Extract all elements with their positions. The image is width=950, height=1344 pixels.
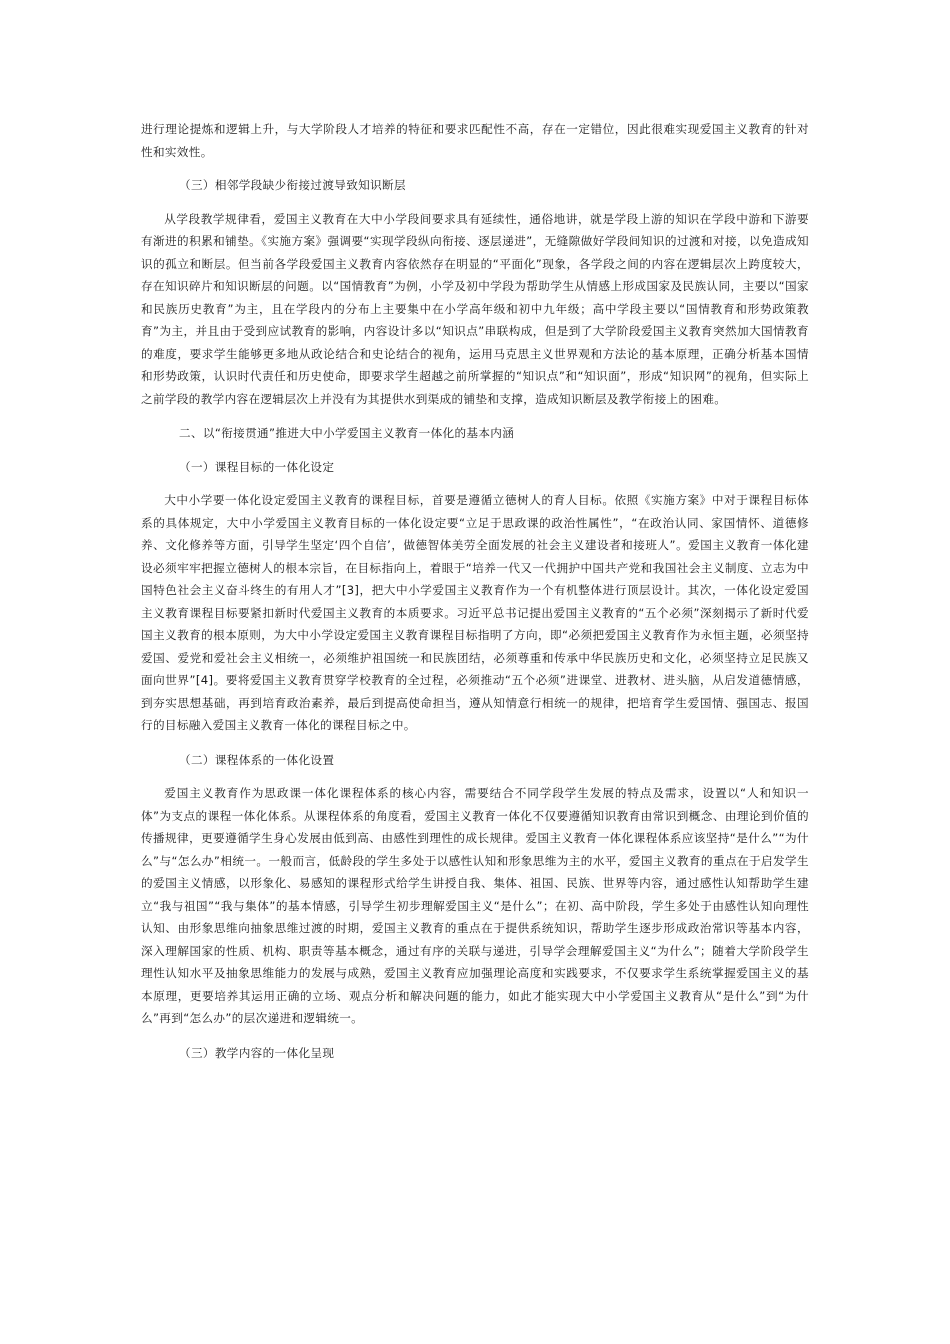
section-heading-3: （三）相邻学段缺少衔接过渡导致知识断层 [179,178,406,192]
section-heading-course-system: （二）课程体系的一体化设置 [179,752,335,767]
paragraph-course-goal: 大中小学要一体化设定爱国主义教育的课程目标，首要是遵循立德树人的育人目标。依照《实施方案》中对于课程目标体系的具体规定，大中小学爱国主义教育目标的一体化设定要“立足于思政课的政治性属性”，“在政治认同、家国情怀、道德修养、文化修养等方面，引导学生坚定‘四个自信’，做德智体美劳全面发展的社会主义建设者和接班人”。爱国主义教育一体化建设必须牢牢把握立德树人的根本宗旨，在目标指向上，着眼于“培养一代又一代拥护中国共产党和我国社会主义制度、立志为中国特色社会主义奋斗终生的有用人才”[3]，把大中小学爱国主义教育作为一个有机整体进行顶层设计。其次，一体化设定爱国主义教育课程目标要紧扣新时代爱国主义教育的本质要求。习近平总书记提出爱国主义教育的“五个必须”深刻揭示了新时代爱国主义教育的根本原则，为大中小学设定爱国主义教育课程目标指明了方向，即“必须把爱国主义教育作为永恒主题，必须坚持爱国、爱党和爱社会主义相统一，必须维护祖国统一和民族团结，必须尊重和传承中华民族历史和文化，必须坚持立足民族又面向世界”[4]。要将爱国主义教育贯穿学校教育的全过程，必须推动“五个必须”进课堂、进教材、进头脑，从启发道德情感，到夯实思想基础，再到培育政治素养，最后到提高使命担当，遵从知情意行相统一的规律，把培育学生爱国情、强国志、报国行的目标融入爱国主义教育一体化的课程目标之中。 [141,493,809,732]
paragraph-continuation: 进行理论提炼和逻辑上升，与大学阶段人才培养的特征和要求匹配性不高，存在一定错位，因此很难实现爱国主义教育的针对性和实效性。 [141,122,809,159]
paragraph-knowledge-gap: 从学段教学规律看，爱国主义教育在大中小学段间要求具有延续性，通俗地讲，就是学段上游的知识在学段中游和下游要有渐进的积累和铺垫。《实施方案》强调要“实现学段纵向衔接、逐层递进”，无缝隙做好学段间知识的过渡和对接，以免造成知识的孤立和断层。但当前各学段爱国主义教育内容依然存在明显的“平面化”现象，各学段之间的内容在逻辑层次上跨度较大，存在知识碎片和知识断层的问题。以“国情教育”为例，小学及初中学段为帮助学生从情感上形成国家及民族认同，主要以“国家和民族历史教育”为主，且在学段内的分布上主要集中在小学高年级和初中九年级；高中学段主要以“国情教育和形势政策教育”为主，并且由于受到应试教育的影响，内容设计多以“知识点”串联构成，但是到了大学阶段爱国主义教育突然加大国情教育的难度，要求学生能够更多地从政论结合和史论结合的视角，运用马克思主义世界观和方法论的基本原理，正确分析基本国情和形势政策，认识时代责任和历史使命，即要求学生超越之前所掌握的“知识点”和“知识面”，形成“知识网”的视角，但实际上之前学段的教学内容在逻辑层次上并没有为其提供水到渠成的铺垫和支撑，造成知识断层及教学衔接上的困难。 [141,211,809,406]
paragraph-course-system: 爱国主义教育作为思政课一体化课程体系的核心内容，需要结合不同学段学生发展的特点及需求，设置以“人和知识一体”为支点的课程一体化体系。从课程体系的角度看，爱国主义教育一体化不仅要遵循知识教育由常识到概念、由理论到价值的传播规律，更要遵循学生身心发展由低到高、由感性到理性的成长规律。爱国主义教育一体化课程体系应该坚持“是什么”“为什么”与“怎么办”相统一。一般而言，低龄段的学生多处于以感性认知和形象思维为主的水平，爱国主义教育的重点在于启发学生的爱国主义情感，以形象化、易感知的课程形式给学生讲授自我、集体、祖国、民族、世界等内容，通过感性认知帮助学生建立“我与祖国”“我与集体”的基本情感，引导学生初步理解爱国主义“是什么”；在初、高中阶段，学生多处于由感性认知向理性认知、由形象思维向抽象思维过渡的时期，爱国主义教育的重点在于提供系统知识，帮助学生逐步形成政治常识等基本内容，深入理解国家的性质、机构、职责等基本概念，通过有序的关联与递进，引导学会理解爱国主义“为什么”；随着大学阶段学生理性认知水平及抽象思维能力的发展与成熟，爱国主义教育应加强理论高度和实践要求，不仅要求学生系统掌握爱国主义的基本原理，更要培养其运用正确的立场、观点分析和解决问题的能力，如此才能实现大中小学爱国主义教育从“是什么”到“为什么”再到“怎么办”的层次递进和逻辑统一。 [141,786,809,1025]
section-heading-course-goal: （一）课程目标的一体化设定 [179,459,335,474]
section-heading-teaching-content: （三）教学内容的一体化呈现 [179,1045,335,1060]
chapter-heading-2: 二、以“衔接贯通”推进大中小学爱国主义教育一体化的基本内涵 [179,426,515,440]
document-page [141,118,809,1064]
